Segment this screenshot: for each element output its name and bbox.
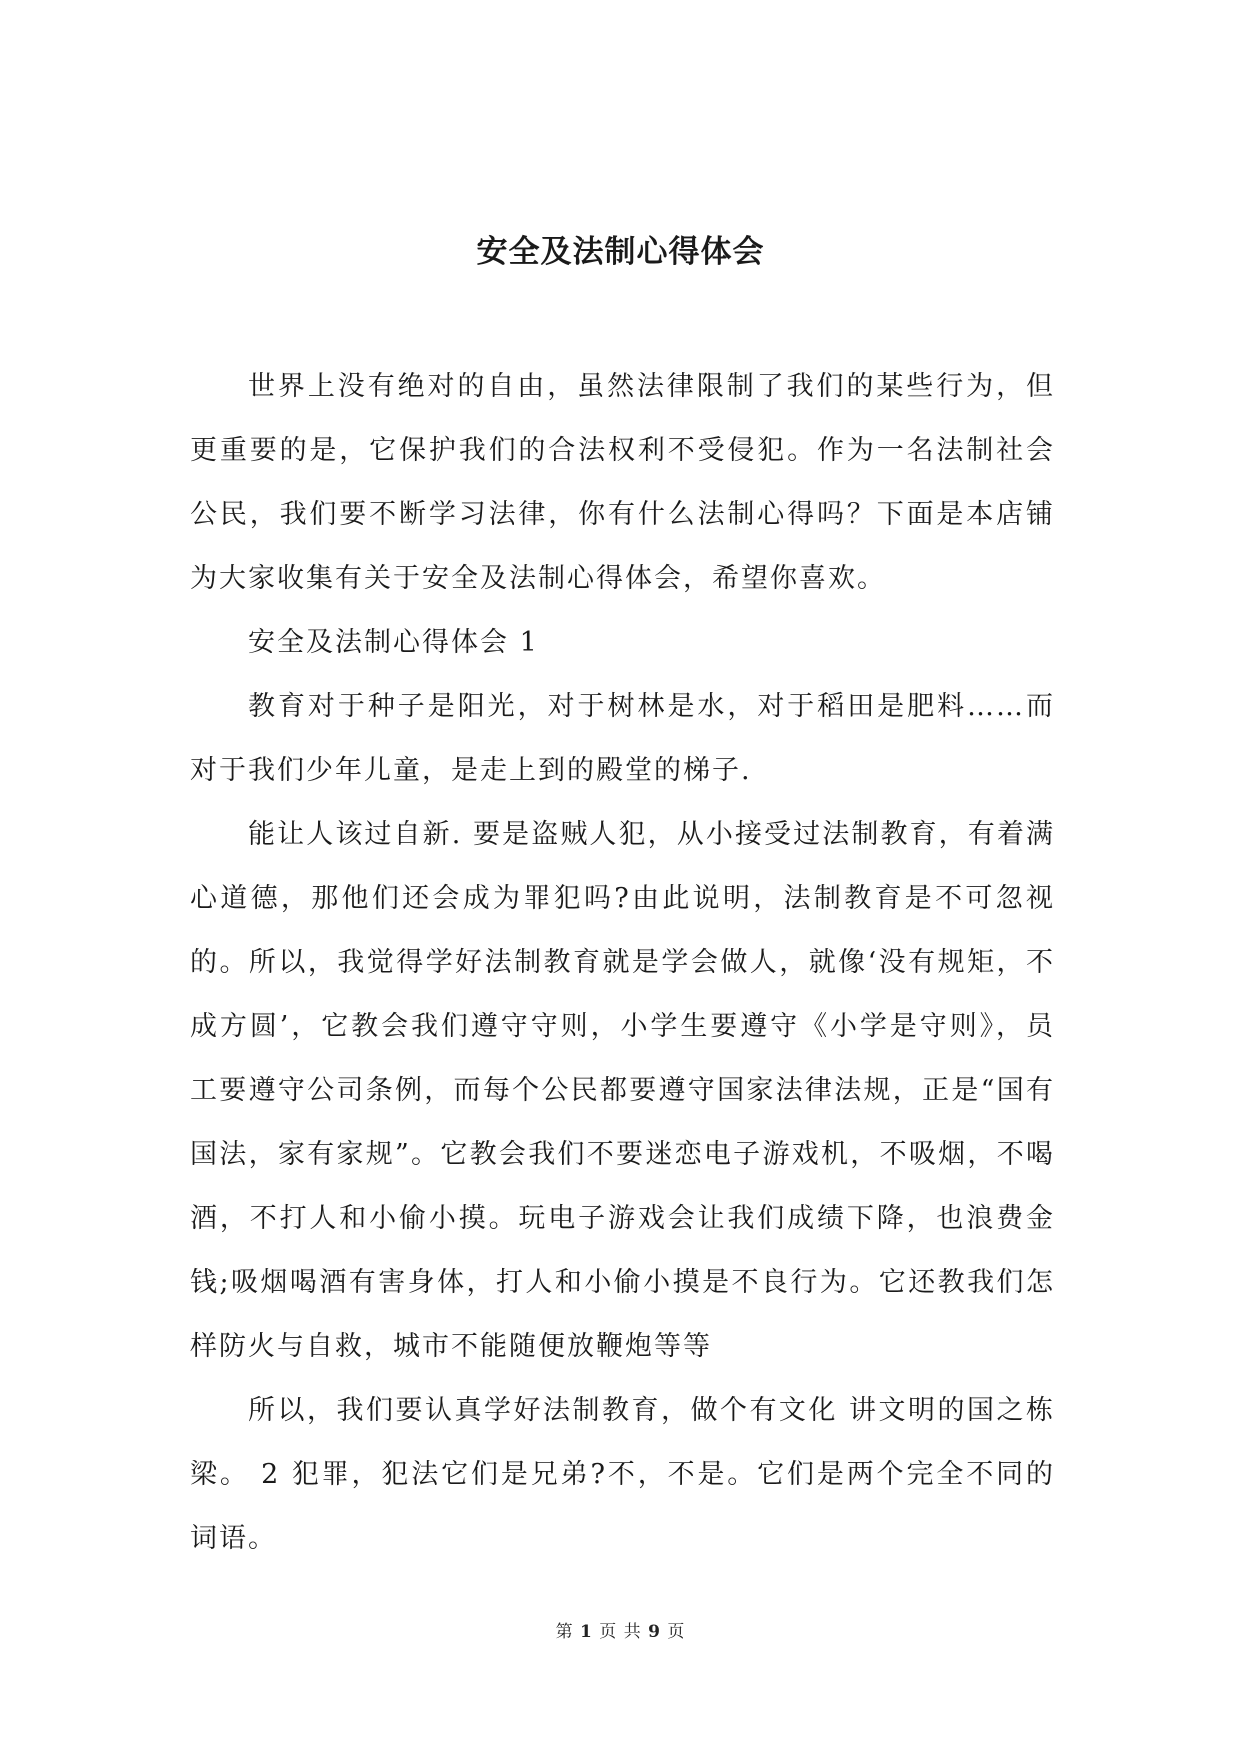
paragraph-intro: 世界上没有绝对的自由，虽然法律限制了我们的某些行为，但更重要的是，它保护我们的合法权利不受侵犯。作为一名法制社会公民，我们要不断学习法律，你有什么法制心得吗？下面是本店铺为大家收集有关于安全及法制心得体会，希望你喜欢。: [190, 371, 1055, 594]
footer-suffix: 页: [667, 1622, 686, 1642]
paragraph: 所以，我们要认真学好法制教育，做个有文化 讲文明的国之栋梁。 2 犯罪，犯法它们是兄弟?不，不是。它们是两个完全不同的词语。: [190, 1395, 1055, 1554]
footer-middle: 页 共: [599, 1622, 642, 1642]
paragraph: 教育对于种子是阳光，对于树林是水，对于稻田是肥料……而对于我们少年儿童，是走上到的殿堂的梯子.: [190, 691, 1055, 786]
document-body: [190, 355, 1055, 1571]
paragraph: 能让人该过自新. 要是盗贼人犯，从小接受过法制教育，有着满心道德，那他们还会成为罪犯吗?由此说明，法制教育是不可忽视的。所以，我觉得学好法制教育就是学会做人，就像‘没有规矩，不成方圆’，它教会我们遵守守则，小学生要遵守《小学是守则》，员工要遵守公司条例，而每个公民都要遵守国家法律法规，正是“国有国法，家有家规”。它教会我们不要迷恋电子游戏机，不吸烟，不喝酒，不打人和小偷小摸。玩电子游戏会让我们成绩下降，也浪费金钱;吸烟喝酒有害身体，打人和小偷小摸是不良行为。它还教我们怎样防火与自救，城市不能随便放鞭炮等等: [190, 819, 1055, 1362]
current-page-number: 1: [580, 1622, 593, 1642]
section-heading: 安全及法制心得体会 1: [248, 627, 539, 658]
page-footer: [0, 1617, 1241, 1642]
total-page-number: 9: [648, 1622, 661, 1642]
document-title: 安全及法制心得体会: [476, 234, 765, 270]
footer-prefix: 第: [555, 1622, 574, 1642]
